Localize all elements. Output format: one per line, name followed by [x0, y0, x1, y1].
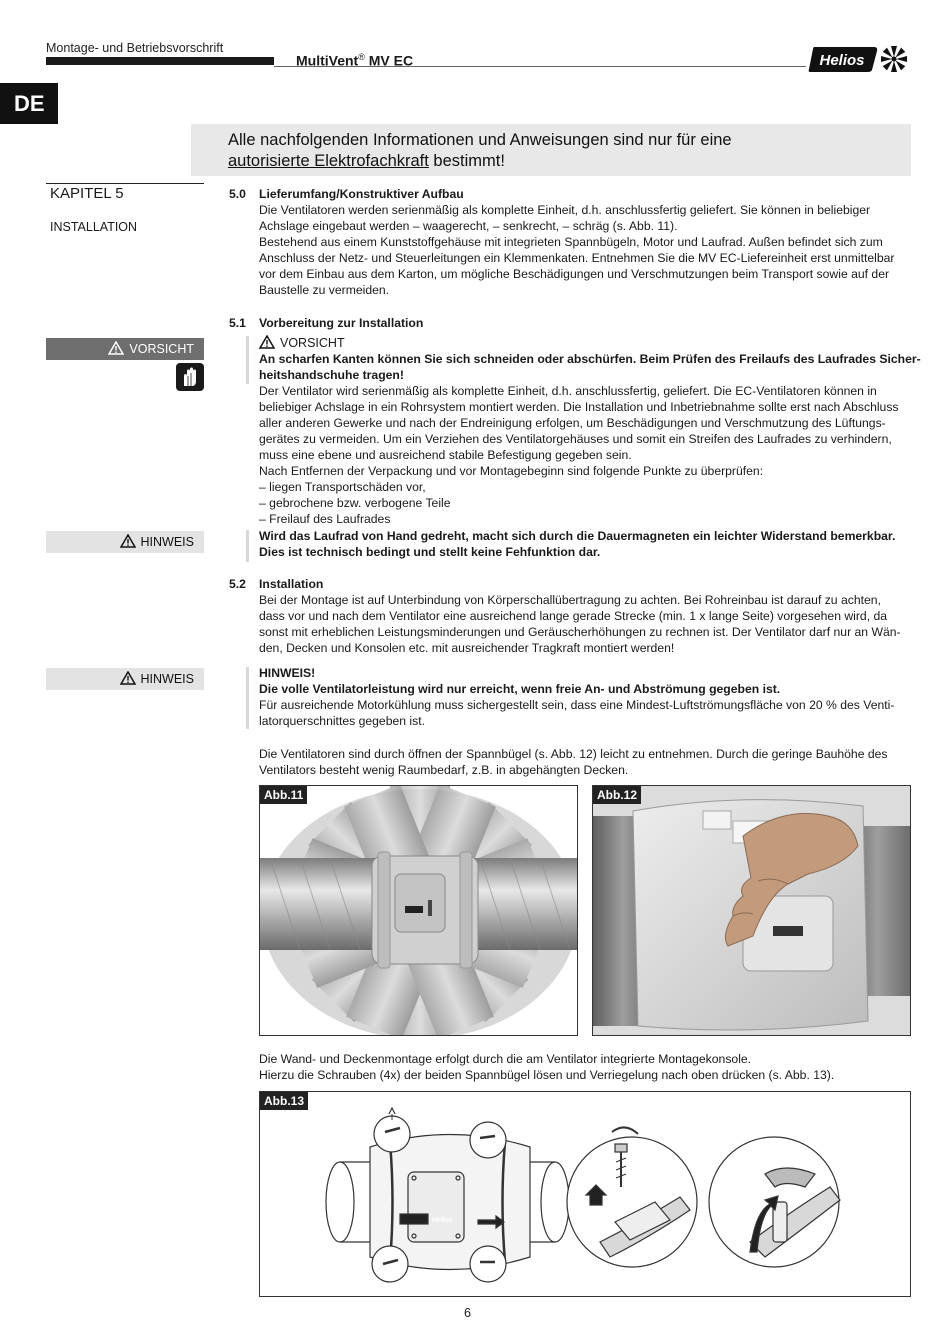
chapter-title: KAPITEL 5: [50, 185, 124, 202]
checklist-item: – Freilauf des Laufrades: [259, 512, 391, 526]
text-line: vor dem Einbau aus dem Karton, um mögliche Beschädigungen und Verschmutzungen beim Transport sowie auf der: [259, 267, 890, 281]
product-name-text: MultiVent: [296, 52, 359, 69]
chapter-rule: [46, 183, 204, 184]
section-5-1-title: Vorbereitung zur Installation: [259, 316, 424, 330]
product-name: [296, 49, 413, 69]
text-line: Bei der Montage ist auf Unterbindung von Körperschallübertragung zu achten. Bei Rohreinbau ist darauf zu achten,: [259, 593, 881, 607]
figure-12: [592, 785, 911, 1036]
hint-label-text: HINWEIS: [140, 672, 194, 686]
qualification-banner: [191, 124, 911, 176]
product-model: MV EC: [364, 52, 414, 69]
section-5-2-number: 5.2: [229, 577, 246, 591]
text-line: Der Ventilator wird serienmäßig als komplette Einheit, d.h. anschlussfertig, geliefert. Die EC-Ventilatoren können in: [259, 384, 877, 398]
text-line: Nach Entfernen der Verpackung und vor Montagebeginn sind folgende Punkte zu überprüfen:: [259, 464, 764, 478]
mounting-drawing: [260, 1092, 911, 1297]
checklist-item: – liegen Transportschäden vor,: [259, 480, 426, 494]
caution-text: An scharfen Kanten können Sie sich schneiden oder abschürfen. Beim Prüfen des Freilaufs des Laufrades Sicher-: [259, 352, 921, 366]
helios-logo: [808, 44, 910, 74]
text-line: Für ausreichende Motorkühlung muss sichergestellt sein, dass eine Mindest-Luftströmungsfläche von 20 % des Venti-: [259, 698, 895, 712]
fan-removal-photo: [593, 786, 911, 1036]
text-line: Die Ventilatoren sind durch öffnen der Spannbügel (s. Abb. 12) leicht zu entnehmen. Durch die geringe Bauhöhe des: [259, 747, 888, 761]
language-tab: DE: [0, 83, 58, 124]
text-line: Achslage eingebaut werden – waagerecht, – senkrecht, – schräg (s. Abb. 11).: [259, 219, 678, 233]
text-line: Die Wand- und Deckenmontage erfolgt durch die am Ventilator integrierte Montagekonsole.: [259, 1052, 752, 1066]
text-line: aller anderen Gewerke und nach der Endreinigung erfolgen, um Beschädigungen und Verschmutzung des Lüftungs-: [259, 416, 886, 430]
warning-triangle-icon: [120, 671, 136, 685]
gloves-icon: [176, 363, 204, 391]
figure-11-label: Abb.11: [260, 786, 307, 804]
hint-text: Dies ist technisch bedingt und stellt keine Fehfunktion dar.: [259, 545, 601, 559]
text-line: sonst mit erheblichen Leistungsminderungen und Geräuscherhöhungen zu rechnen ist. Der Ventilator darf nur an Wän-: [259, 625, 901, 639]
figure-12-label: Abb.12: [593, 786, 641, 804]
fan-rotation-photo: [260, 786, 578, 1036]
warning-triangle-icon: [259, 335, 275, 349]
caution-text: heitshandschuhe tragen!: [259, 368, 404, 382]
section-5-2-body: [259, 592, 911, 656]
hint-text: Die volle Ventilatorleistung wird nur erreicht, wenn freie An- und Abströmung gegeben ist.: [259, 682, 781, 696]
section-5-0-number: 5.0: [229, 187, 246, 201]
caution-heading: [259, 335, 911, 351]
document-type: Montage- und Betriebsvorschrift: [46, 41, 224, 55]
hint-heading: HINWEIS!: [259, 666, 316, 680]
warning-triangle-icon: [120, 534, 136, 548]
figure-13-label: Abb.13: [260, 1092, 308, 1110]
header-bar: [46, 57, 274, 65]
text-line: Bestehend aus einem Kunststoffgehäuse mit integrieten Spannbügeln, Motor und Laufrad. Außen befindet sich zum: [259, 235, 883, 249]
text-line: gerätes zu vermeiden. Um ein Verziehen des Ventilatorgehäuses und somit ein Streifen des Laufrades zu verhindern,: [259, 432, 892, 446]
text-line: den, Decken und Konsolen etc. mit ausreichender Tragkraft montiert werden!: [259, 641, 675, 655]
hint-block: [259, 528, 911, 560]
caution-heading-text: VORSICHT: [280, 336, 345, 350]
text-line: dass vor und nach dem Ventilator eine ausreichend lange gerade Strecke (min. 1 x lange Seite) vorgesehen wird, da: [259, 609, 888, 623]
caution-block: [259, 335, 921, 527]
mounting-text: [259, 1051, 911, 1083]
hint-block-2: [259, 665, 911, 729]
removal-text: [259, 746, 911, 778]
text-line: beliebiger Achslage in ein Rohrsystem montiert werden. Die Installation und Inbetriebnahme sollte erst nach Abschluss: [259, 400, 899, 414]
figure-11: [259, 785, 578, 1036]
hint-marker-bar-2: [246, 667, 249, 729]
text-line: Baustelle zu vermeiden.: [259, 283, 390, 297]
text-line: Anschluss der Netz- und Steuerleitungen ein Klemmenkaten. Entnehmen Sie die MV EC-Liefereinheit erst unmittelbar: [259, 251, 895, 265]
hint-side-label-2: [46, 668, 204, 690]
section-5-1-number: 5.1: [229, 316, 246, 330]
text-line: Die Ventilatoren werden serienmäßig als komplette Einheit, d.h. anschlussfertig geliefert. Sie können in beliebiger: [259, 203, 871, 217]
section-5-0-body: [259, 202, 911, 298]
svg-text:Helios: Helios: [819, 52, 865, 69]
text-line: Hierzu die Schrauben (4x) der beiden Spannbügel lösen und Verriegelung nach oben drücken (s. Abb. 13).: [259, 1068, 835, 1082]
text-line: muss eine ebene und ausreichend stabile Befestigung gegeben sein.: [259, 448, 632, 462]
page-number: 6: [464, 1306, 471, 1320]
banner-underlined: autorisierte Elektrofachkraft: [228, 152, 429, 170]
banner-line-2: [228, 151, 911, 172]
hint-marker-bar: [246, 530, 249, 562]
caution-side-label: [46, 338, 204, 360]
checklist-item: – gebrochene bzw. verbogene Teile: [259, 496, 451, 510]
figure-13: [259, 1091, 911, 1297]
registered-mark: ®: [358, 52, 365, 62]
text-line: Ventilators besteht wenig Raumbedarf, z.B. in abgehängten Decken.: [259, 763, 629, 777]
section-5-0-title: Lieferumfang/Konstruktiver Aufbau: [259, 187, 464, 201]
housing-brand-label: Helios: [432, 1217, 454, 1224]
chapter-subtitle: INSTALLATION: [50, 220, 138, 234]
warning-triangle-icon: [108, 341, 124, 355]
hint-side-label: [46, 531, 204, 553]
text-line: latorquerschnittes gegeben ist.: [259, 714, 425, 728]
caution-marker-bar: [246, 336, 249, 384]
caution-label-text: VORSICHT: [129, 342, 194, 356]
banner-line-2-rest: bestimmt!: [428, 152, 505, 170]
banner-line-1: Alle nachfolgenden Informationen und Anweisungen sind nur für eine: [228, 131, 732, 149]
hint-label-text: HINWEIS: [140, 535, 194, 549]
section-5-2-title: Installation: [259, 577, 324, 591]
hint-text: Wird das Laufrad von Hand gedreht, macht sich durch die Dauermagneten ein leichter Widerstand bemerkbar.: [259, 529, 896, 543]
